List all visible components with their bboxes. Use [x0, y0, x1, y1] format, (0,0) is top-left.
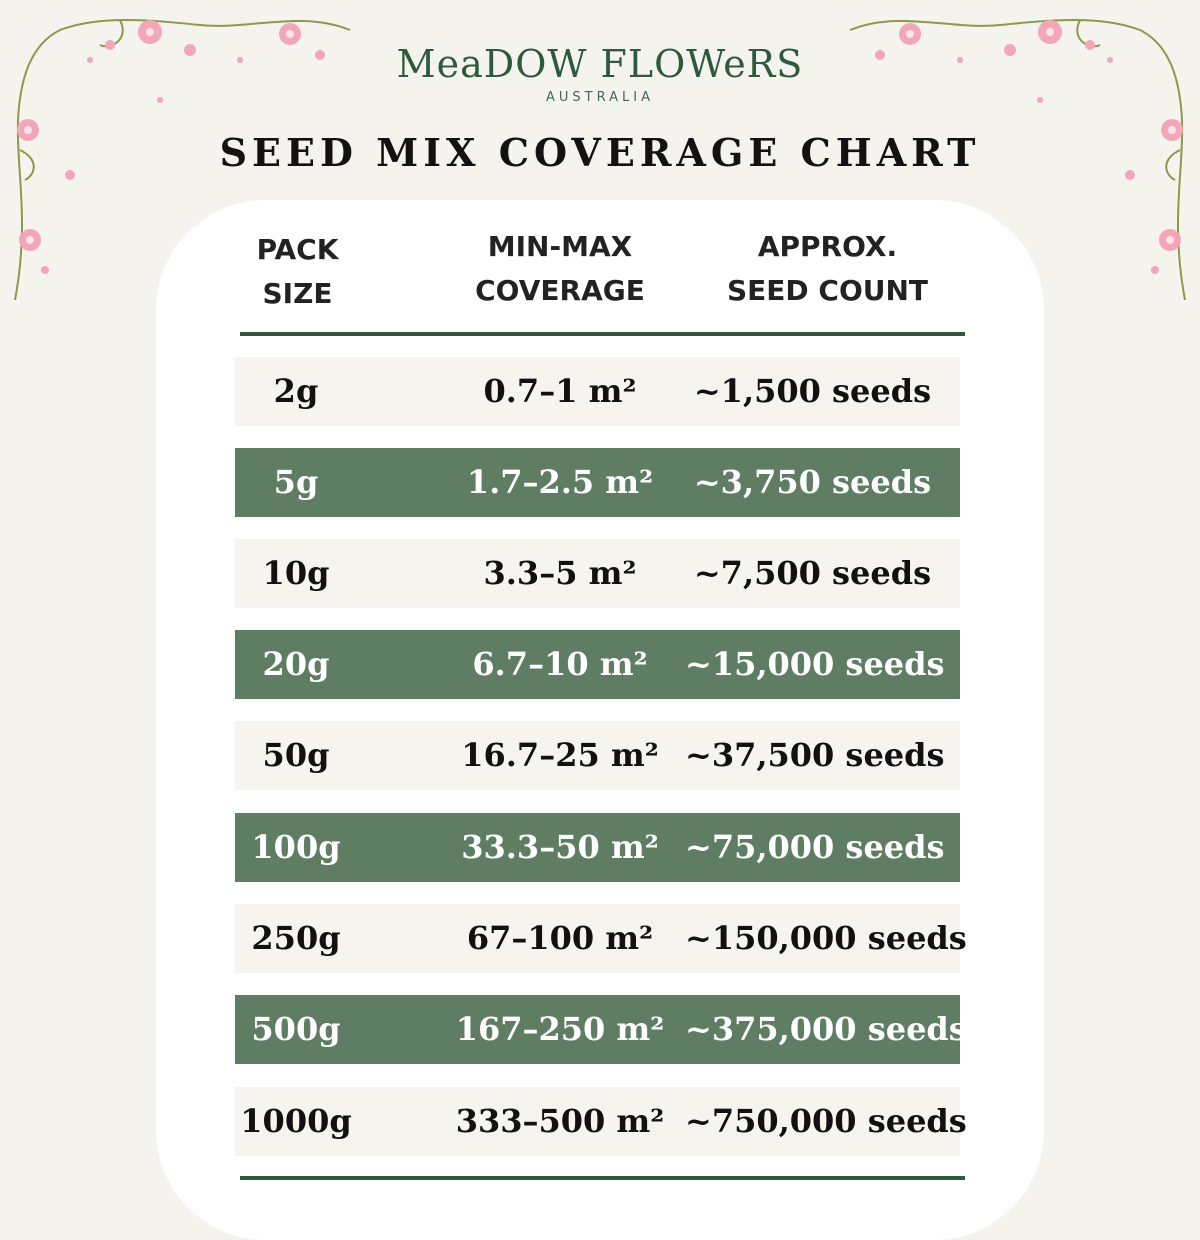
pack-size-cell: 50g — [262, 736, 330, 774]
seed-count-cell: ~750,000 seeds — [685, 1102, 967, 1140]
table-row — [235, 630, 960, 699]
seed-count-cell: ~37,500 seeds — [685, 736, 945, 774]
seed-count-cell: ~75,000 seeds — [685, 828, 945, 866]
pack-size-cell: 10g — [262, 554, 330, 592]
seed-count-cell: ~7,500 seeds — [693, 554, 932, 592]
column-header-coverage — [440, 225, 680, 313]
header-divider — [240, 332, 965, 336]
brand-subtitle: AUSTRALIA — [546, 90, 654, 105]
header-line: SEED COUNT — [726, 274, 929, 307]
coverage-cell: 1.7–2.5 m² — [466, 463, 654, 501]
table-row — [235, 904, 967, 973]
pack-size-cell: 5g — [273, 463, 319, 501]
table-row — [235, 721, 960, 790]
header-line: APPROX. — [757, 230, 898, 263]
table-row — [235, 539, 960, 608]
coverage-cell: 67–100 m² — [466, 919, 654, 957]
seed-count-cell: ~150,000 seeds — [685, 919, 967, 957]
seed-count-cell: ~15,000 seeds — [685, 645, 945, 683]
coverage-cell: 33.3–50 m² — [461, 828, 659, 866]
column-header-pack-size — [240, 228, 355, 316]
table-row — [235, 813, 960, 882]
brand-logo — [0, 40, 1200, 105]
pack-size-cell: 20g — [262, 645, 330, 683]
page-title: SEED MIX COVERAGE CHART — [219, 130, 981, 175]
table-bottom-divider — [240, 1176, 965, 1180]
header-line: MIN-MAX — [487, 230, 633, 263]
seed-count-cell: ~3,750 seeds — [693, 463, 932, 501]
pack-size-cell: 1000g — [240, 1102, 352, 1140]
table-row — [235, 448, 960, 517]
header-line: PACK — [256, 233, 339, 266]
coverage-cell: 0.7–1 m² — [483, 372, 637, 410]
pack-size-cell: 2g — [273, 372, 319, 410]
pack-size-cell: 500g — [251, 1010, 341, 1048]
seed-count-cell: ~375,000 seeds — [685, 1010, 967, 1048]
seed-count-cell: ~1,500 seeds — [693, 372, 932, 410]
coverage-cell: 16.7–25 m² — [461, 736, 659, 774]
header-line: COVERAGE — [475, 274, 645, 307]
coverage-cell: 3.3–5 m² — [483, 554, 637, 592]
table-row — [235, 357, 960, 426]
coverage-cell: 6.7–10 m² — [472, 645, 648, 683]
pack-size-cell: 100g — [251, 828, 341, 866]
table-row — [235, 995, 967, 1064]
coverage-cell: 333–500 m² — [455, 1102, 665, 1140]
pack-size-cell: 250g — [251, 919, 341, 957]
header-line: SIZE — [262, 277, 333, 310]
table-card — [156, 200, 1044, 1240]
column-header-seed-count — [700, 225, 955, 313]
coverage-cell: 167–250 m² — [455, 1010, 665, 1048]
brand-name: MeaDOW FLOWeRS — [396, 42, 804, 86]
table-row — [235, 1087, 967, 1156]
